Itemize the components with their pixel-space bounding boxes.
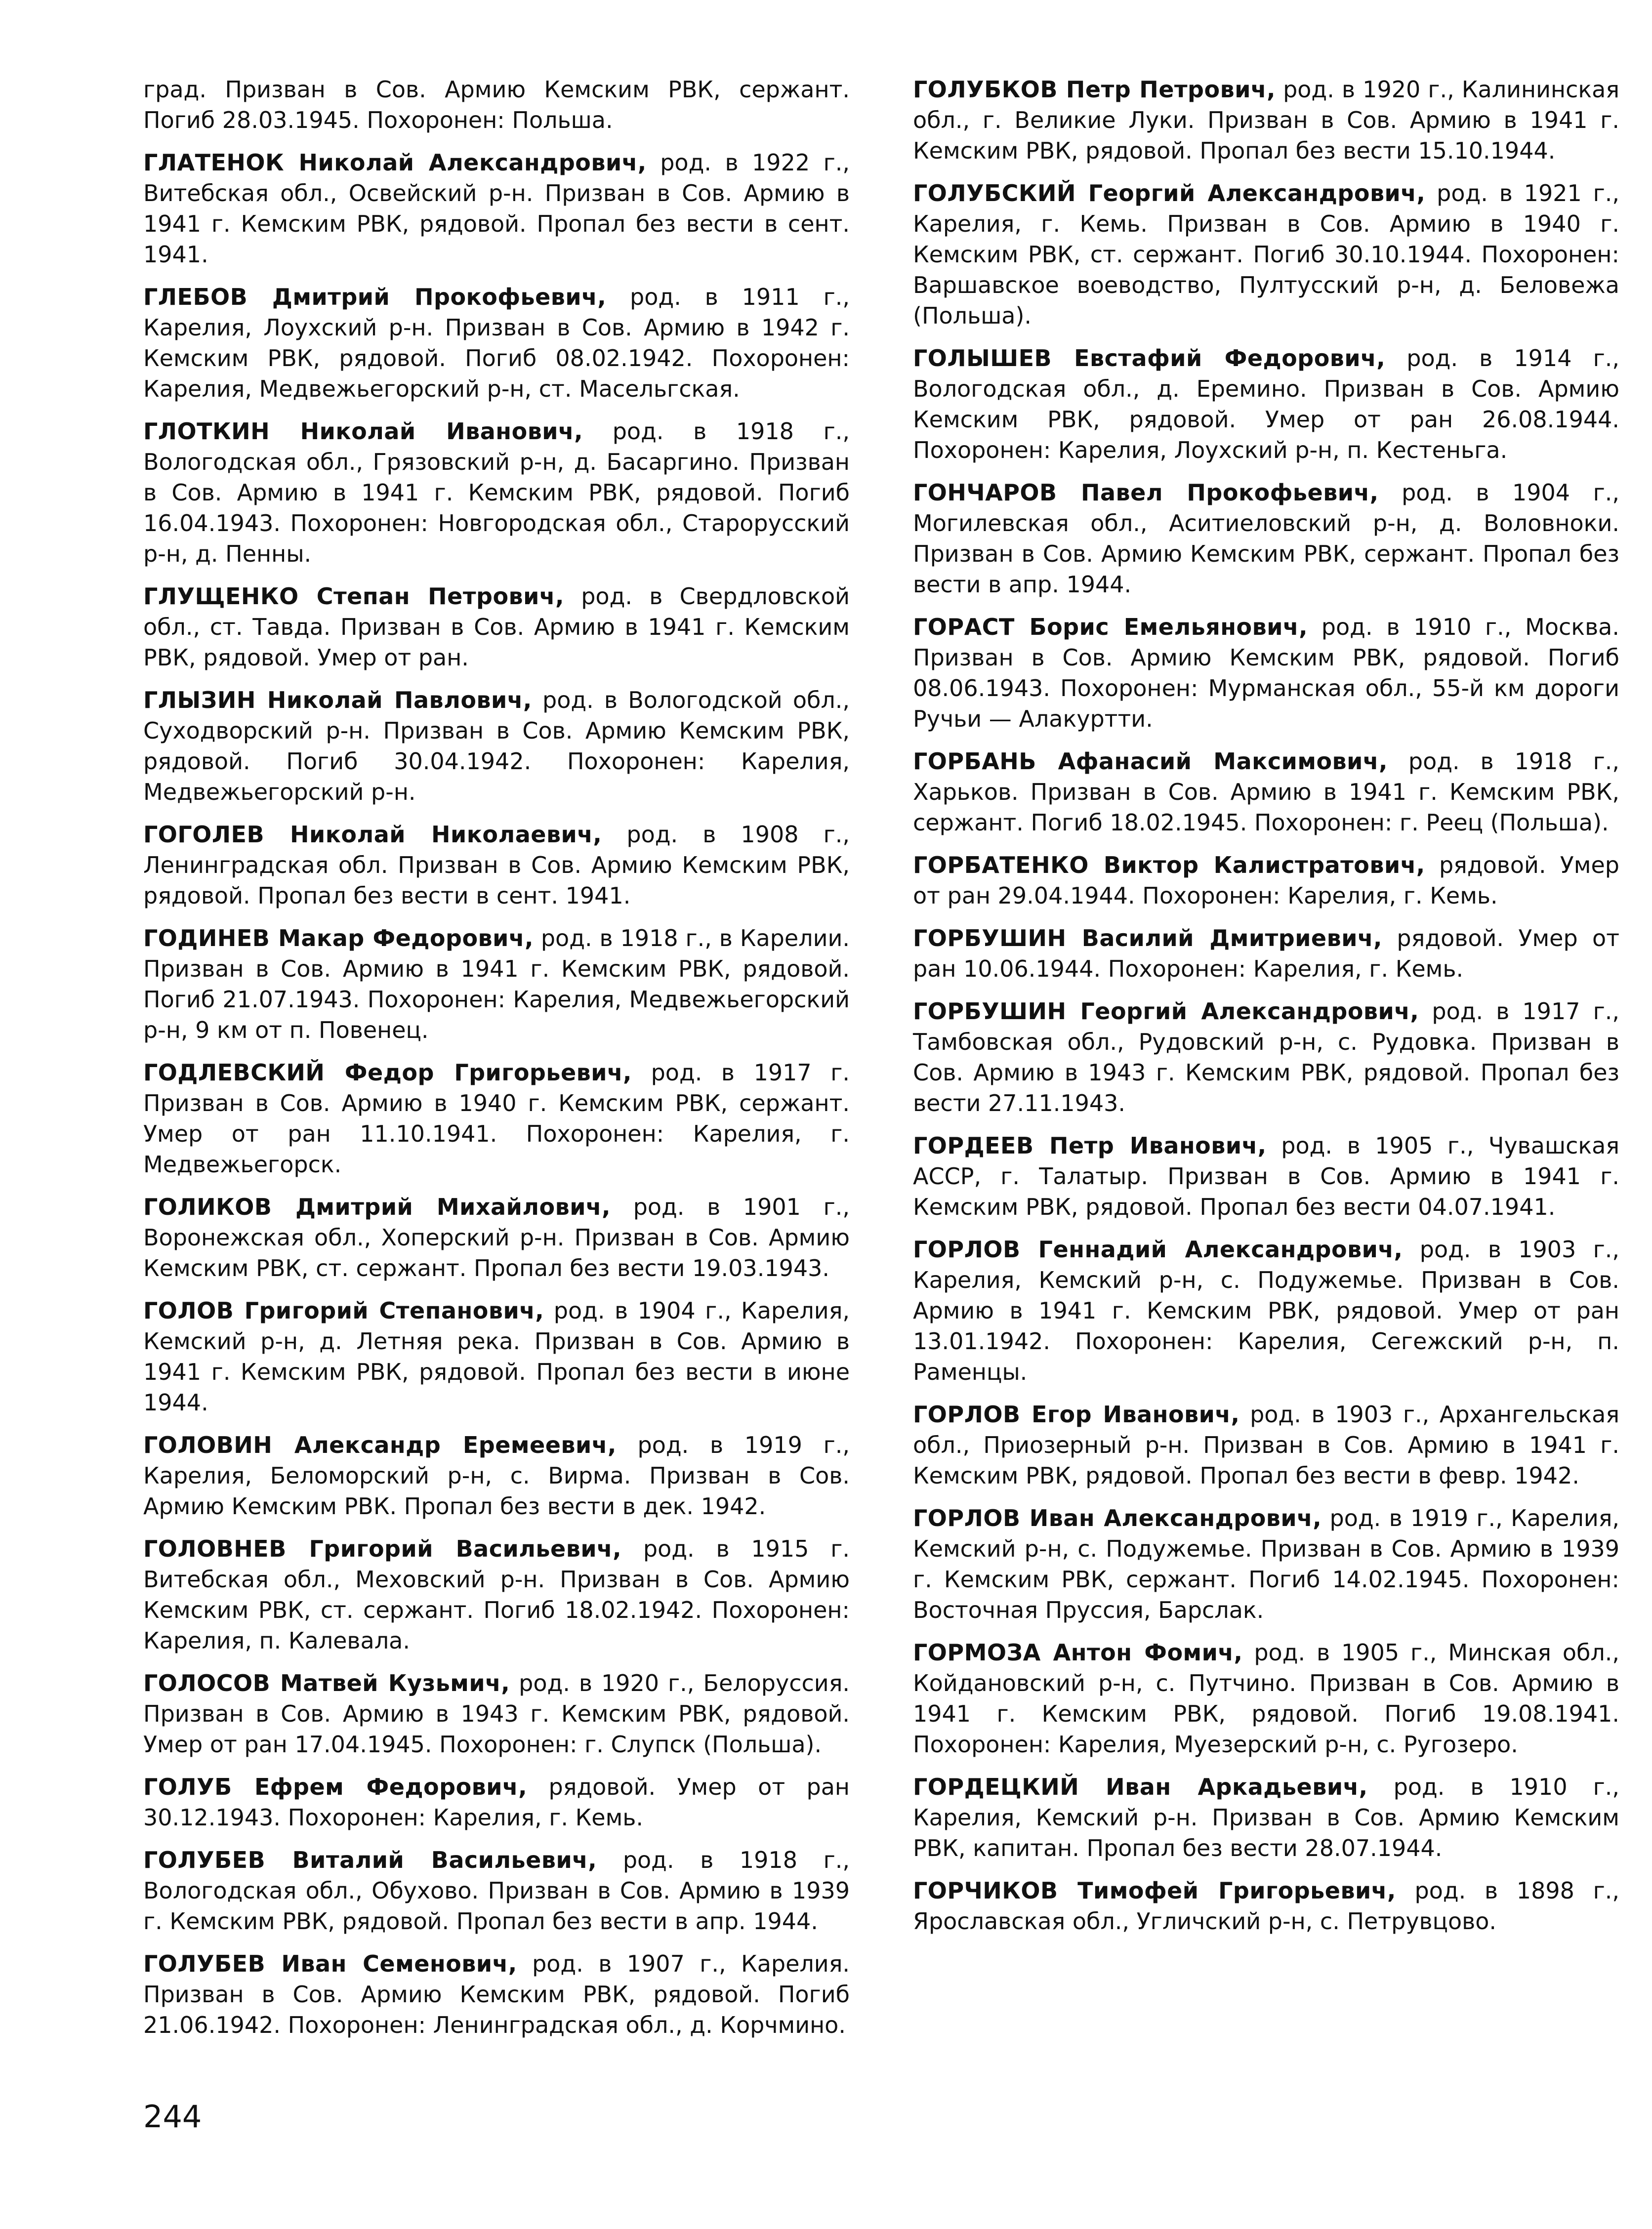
biography-entry [913,996,1619,1118]
entry-text: род. в 1915 г. Витебская обл., Меховский р-н. Призван в Сов. Армию Кемским РВК, ст. сержант. Погиб 18.02.1942. Похоронен: Карелия, п. Калевала. [143,1535,850,1654]
entry-text: род. в 1908 г., Ленинградская обл. Призван в Сов. Армию Кемским РВК, рядовой. Пропал без вести в сент. 1941. [143,821,850,909]
entry-name: ГЛАТЕНОК Николай Александрович, [143,149,647,176]
entry-name: ГЛЫЗИН Николай Павлович, [143,687,532,713]
entry-name: ГОНЧАРОВ Павел Прокофьевич, [913,479,1379,506]
right-column [913,74,1619,1948]
entry-text: рядовой. Умер от ран 29.04.1944. Похоронен: Карелия, г. Кемь. [913,852,1619,909]
biography-entry [143,147,850,270]
entry-name: ГОЛОСОВ Матвей Кузьмич, [143,1670,510,1696]
entry-text: род. в 1919 г., Карелия, Беломорский р-н, с. Вирма. Призван в Сов. Армию Кемским РВК. Пропал без вести в дек. 1942. [143,1432,850,1520]
biography-entry [143,1295,850,1418]
biography-entry [913,850,1619,911]
entry-text: род. в 1920 г., Калининская обл., г. Великие Луки. Призван в Сов. Армию в 1941 г. Кемским РВК, рядовой. Пропал без вести 15.10.1944. [913,76,1619,164]
entry-name: ГЛОТКИН Николай Иванович, [143,418,583,445]
entry-text: род. в 1904 г., Карелия, Кемский р-н, д. Летняя река. Призван в Сов. Армию в 1941 г. Кемским РВК, рядовой. Пропал без вести в июне 1944. [143,1297,850,1416]
entry-text: род. в 1917 г., Тамбовская обл., Рудовский р-н, с. Рудовка. Призван в Сов. Армию в 1943 г. Кемским РВК, рядовой. Пропал без вести 27.11.1943. [913,998,1619,1116]
biography-entry [143,1430,850,1522]
entry-name: ГОРМОЗА Антон Фомич, [913,1639,1243,1666]
entry-text: рядовой. Умер от ран 10.06.1944. Похоронен: Карелия, г. Кемь. [913,925,1619,982]
entry-text: род. в 1918 г., Вологодская обл., Обухово. Призван в Сов. Армию в 1939 г. Кемским РВК, рядовой. Пропал без вести в апр. 1944. [143,1847,850,1935]
entry-name: ГОРДЕЦКИЙ Иван Аркадьевич, [913,1774,1368,1800]
entry-name: ГОДИНЕВ Макар Федорович, [143,925,534,951]
biography-entry [143,1057,850,1180]
biography-entry [913,1875,1619,1937]
entry-text: род. в 1914 г., Вологодская обл., д. Еремино. Призван в Сов. Армию Кемским РВК, рядовой. Умер от ран 26.08.1944. Похоронен: Карелия, Лоухский р-н, п. Кестеньга. [913,345,1619,463]
biography-entry [913,178,1619,331]
biography-entry [143,282,850,404]
entry-name: ГОЛИКОВ Дмитрий Михайлович, [143,1194,611,1220]
entry-text: род. в 1918 г., Харьков. Призван в Сов. Армию в 1941 г. Кемским РВК, сержант. Погиб 18.02.1945. Похоронен: г. Реец (Польша). [913,748,1619,836]
biography-entry [913,1399,1619,1491]
biography-entry [913,74,1619,166]
biography-entry [913,1503,1619,1625]
entry-text: род. в 1919 г., Карелия, Кемский р-н, с. Подужемье. Призван в Сов. Армию в 1939 г. Кемским РВК, сержант. Погиб 14.02.1945. Похоронен: Восточная Пруссия, Барслак. [913,1505,1620,1623]
entry-name: ГОЛУБКОВ Петр Петрович, [913,76,1276,103]
entry-text: род. в 1905 г., Чувашская АССР, г. Талатыр. Призван в Сов. Армию в 1941 г. Кемским РВК, рядовой. Пропал без вести 04.07.1941. [913,1132,1620,1220]
entry-text: град. Призван в Сов. Армию Кемским РВК, сержант. Погиб 28.03.1945. Похоронен: Польша. [143,76,850,133]
entry-text: род. в 1910 г., Карелия, Кемский р-н. Призван в Сов. Армию Кемским РВК, капитан. Пропал без вести 28.07.1944. [913,1774,1619,1861]
biography-entry [143,1845,850,1937]
biography-entry [143,819,850,911]
entry-text: род. в 1911 г., Карелия, Лоухский р-н. Призван в Сов. Армию в 1942 г. Кемским РВК, рядовой. Погиб 08.02.1942. Похоронен: Карелия, Медвежьегорский р-н, ст. Масельгская. [143,284,850,402]
entry-name: ГОЛУБСКИЙ Георгий Александрович, [913,180,1426,206]
entry-text: род. в 1910 г., Москва. Призван в Сов. Армию Кемским РВК, рядовой. Погиб 08.06.1943. Похоронен: Мурманская обл., 55-й км дороги Ручьи — Алакуртти. [913,614,1619,732]
entry-text: род. в 1907 г., Карелия. Призван в Сов. Армию Кемским РВК, рядовой. Погиб 21.06.1942. Похоронен: Ленинградская обл., д. Корчмино. [143,1950,850,2038]
biography-entry [143,1772,850,1833]
entry-name: ГОРДЕЕВ Петр Иванович, [913,1132,1267,1159]
entry-name: ГОЛОВ Григорий Степанович, [143,1297,544,1324]
biography-entry [913,1130,1619,1222]
entry-name: ГОРБУШИН Василий Дмитриевич, [913,925,1383,951]
entry-name: ГОГОЛЕВ Николай Николаевич, [143,821,602,848]
entry-text: род. в 1917 г. Призван в Сов. Армию в 1940 г. Кемским РВК, сержант. Умер от ран 11.10.1941. Похоронен: Карелия, г. Медвежьегорск. [143,1059,850,1178]
entry-name: ГОРБАНЬ Афанасий Максимович, [913,748,1388,775]
entry-text: род. в 1922 г., Витебская обл., Освейский р-н. Призван в Сов. Армию в 1941 г. Кемским РВК, рядовой. Пропал без вести в сент. 1941. [143,149,850,268]
entry-text: род. в 1904 г., Могилевская обл., Аситиеловский р-н, д. Воловноки. Призван в Сов. Армию Кемским РВК, сержант. Пропал без вести в апр. 1944. [913,479,1619,598]
entry-name: ГОЛУБ Ефрем Федорович, [143,1774,528,1800]
biography-entry [143,581,850,673]
entry-text: род. в 1921 г., Карелия, г. Кемь. Призван в Сов. Армию в 1940 г. Кемским РВК, ст. сержант. Погиб 30.10.1944. Похоронен: Варшавское воеводство, Пултусский р-н, д. Беловежа (Польша). [913,180,1619,329]
entry-text: род. в 1918 г., в Карелии. Призван в Сов. Армию в 1941 г. Кемским РВК, рядовой. Погиб 21.07.1943. Похоронен: Карелия, Медвежьегорский р-н, 9 км от п. Повенец. [143,925,850,1043]
entry-text: род. в Свердловской обл., ст. Тавда. Призван в Сов. Армию в 1941 г. Кемским РВК, рядовой. Умер от ран. [143,583,850,671]
entry-name: ГОРБАТЕНКО Виктор Калистратович, [913,852,1425,878]
biography-entry [913,343,1619,465]
biography-entry [143,74,850,135]
entry-name: ГОРЛОВ Иван Александрович, [913,1505,1322,1531]
entry-text: род. в 1918 г., Вологодская обл., Грязовский р-н, д. Басаргино. Призван в Сов. Армию в 1941 г. Кемским РВК, рядовой. Погиб 16.04.1943. Похоронен: Новгородская обл., Старорусский р-н, д. Пенны. [143,418,850,567]
biography-entry [913,923,1619,984]
entry-name: ГОРЧИКОВ Тимофей Григорьевич, [913,1877,1396,1904]
entry-name: ГОЛЫШЕВ Евстафий Федорович, [913,345,1386,372]
biography-entry [143,416,850,569]
entry-text: род. в Вологодской обл., Суходворский р-н. Призван в Сов. Армию Кемским РВК, рядовой. Погиб 30.04.1942. Похоронен: Карелия, Медвежьегорский р-н. [143,687,850,805]
entry-text: род. в 1901 г., Воронежская обл., Хоперский р-н. Призван в Сов. Армию Кемским РВК, ст. сержант. Пропал без вести 19.03.1943. [143,1194,850,1281]
entry-name: ГОДЛЕВСКИЙ Федор Григорьевич, [143,1059,632,1086]
biography-entry [143,923,850,1045]
biography-entry [913,1772,1619,1863]
biography-entry [913,1637,1619,1760]
page-number: 244 [143,2099,202,2135]
biography-entry [143,685,850,807]
entry-name: ГОРЛОВ Геннадий Александрович, [913,1236,1403,1263]
biography-entry [143,1192,850,1283]
entry-name: ГОРБУШИН Георгий Александрович, [913,998,1419,1025]
entry-name: ГОРАСТ Борис Емельянович, [913,614,1308,640]
entry-name: ГОРЛОВ Егор Иванович, [913,1401,1240,1428]
biography-entry [913,612,1619,734]
entry-name: ГОЛУБЕВ Виталий Васильевич, [143,1847,597,1873]
entry-name: ГЛЕБОВ Дмитрий Прокофьевич, [143,284,607,310]
entry-text: рядовой. Умер от ран 30.12.1943. Похоронен: Карелия, г. Кемь. [143,1774,850,1831]
entry-text: род. в 1903 г., Карелия, Кемский р-н, с. Подужемье. Призван в Сов. Армию в 1941 г. Кемским РВК, рядовой. Умер от ран 13.01.1942. Похоронен: Карелия, Сегежский р-н, п. Раменцы. [913,1236,1619,1385]
entry-text: род. в 1898 г., Ярославская обл., Угличский р-н, с. Петрувцово. [913,1877,1619,1935]
biography-entry [143,1533,850,1656]
biography-entry [143,1948,850,2040]
biography-entry [913,477,1619,600]
entry-name: ГОЛУБЕВ Иван Семенович, [143,1950,517,1977]
biography-entry [913,746,1619,838]
entry-name: ГОЛОВНЕВ Григорий Васильевич, [143,1535,622,1562]
entry-name: ГЛУЩЕНКО Степан Петрович, [143,583,564,610]
entry-text: род. в 1920 г., Белоруссия. Призван в Сов. Армию в 1943 г. Кемским РВК, рядовой. Умер от ран 17.04.1945. Похоронен: г. Слупск (Польша). [143,1670,850,1758]
entry-text: род. в 1905 г., Минская обл., Койдановский р-н, с. Путчино. Призван в Сов. Армию в 1941 г. Кемским РВК, рядовой. Погиб 19.08.1941. Похоронен: Карелия, Муезерский р-н, с. Ругозеро. [913,1639,1620,1758]
entry-name: ГОЛОВИН Александр Еремеевич, [143,1432,617,1458]
left-column [143,74,850,2052]
biography-entry [143,1668,850,1760]
entry-text: род. в 1903 г., Архангельская обл., Приозерный р-н. Призван в Сов. Армию в 1941 г. Кемским РВК, рядовой. Пропал без вести в февр. 1942. [913,1401,1619,1489]
biography-entry [913,1234,1619,1387]
